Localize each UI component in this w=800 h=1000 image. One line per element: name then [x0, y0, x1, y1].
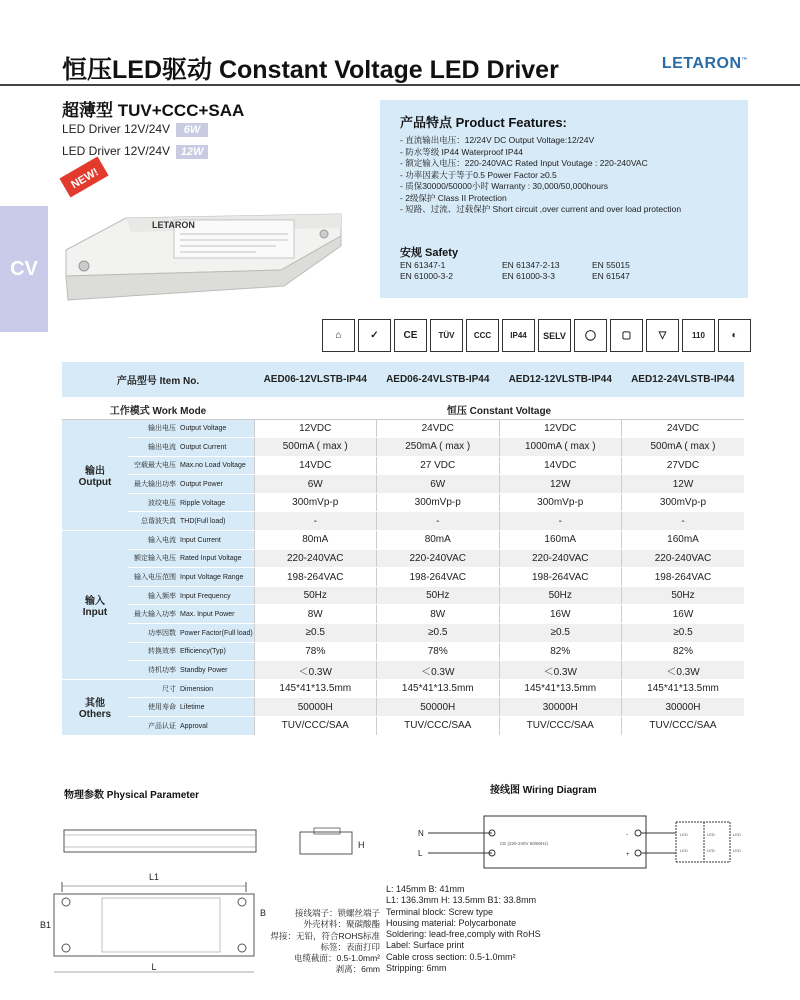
table-cell: 145*41*13.5mm [254, 679, 377, 698]
feature-item: - 直流输出电压：12/24V DC Output Voltage:12/24V [400, 135, 595, 145]
table-cell: 145*41*13.5mm [377, 679, 500, 698]
row-label-cn: 波纹电压 [148, 499, 176, 507]
temperature-icon: 110 [682, 319, 715, 352]
group-label-cn: 输入 [85, 595, 105, 607]
table-row [62, 642, 744, 661]
wiring-diagram [414, 812, 750, 874]
table-row [62, 586, 744, 605]
variant-label: LED Driver 12V/24V [62, 144, 171, 158]
safety-standard: EN 61347-1 [400, 259, 446, 270]
device-brand-label: LETARON [152, 220, 195, 230]
safety-standard: EN 61547 [592, 270, 630, 281]
row-label [128, 624, 254, 643]
feature-item: - 2级保护 Class II Protection [400, 192, 507, 203]
safety-standards [400, 260, 728, 282]
table-cell: 220-240VAC [377, 549, 500, 568]
table-cell: ＜0.3W [622, 661, 745, 680]
dim-l-label: L [151, 962, 157, 972]
page-title: 恒压LED驱动 Constant Voltage LED Driver [62, 56, 559, 84]
safety-standard: EN 61000-3-3 [502, 270, 555, 281]
model-header: AED12-12VLSTB-IP44 [499, 362, 622, 399]
spec-line-cn: 剥离：6mm [335, 964, 380, 975]
table-cell: ＜0.3W [254, 661, 377, 680]
wattage-tag: 12W [176, 145, 208, 159]
row-label-cn: 输入电压范围 [134, 574, 176, 582]
safety-title: 安规 Safety [400, 246, 459, 259]
spec-line: Cable cross section: 0.5-1.0mm² [386, 951, 516, 962]
table-cell: 198-264VAC [622, 568, 745, 587]
table-row [62, 717, 744, 736]
table-row [62, 531, 744, 550]
spec-line-cn: 外壳材料：聚碳酸酯 [303, 919, 380, 930]
category-side-tab: CV [0, 206, 48, 332]
new-badge [59, 156, 108, 197]
table-cell: ≥0.5 [499, 624, 622, 643]
row-label-en: Max.no Load Voltage [180, 462, 246, 470]
furniture-mount-icon: ▽ [646, 319, 679, 352]
physical-title: 物理参数 Physical Parameter [64, 790, 200, 801]
row-label-en: Efficiency(Typ) [180, 648, 226, 656]
row-label-cn: 产品认证 [148, 722, 176, 730]
spec-line: Terminal block: Screw type [386, 906, 494, 917]
row-label-cn: 总谐波失真 [141, 518, 176, 526]
table-cell: TUV/CCC/SAA [622, 717, 745, 736]
table-cell: 30000H [622, 698, 745, 717]
features-panel [380, 100, 748, 298]
table-row [62, 698, 744, 717]
table-header-row [62, 362, 744, 399]
row-label [128, 717, 254, 736]
row-label-en: Ripple Voltage [180, 499, 226, 507]
table-cell: 78% [377, 642, 500, 661]
table-cell: 300mVp-p [254, 493, 377, 512]
row-label [128, 512, 254, 531]
table-row [62, 438, 744, 457]
spec-line: Housing material: Polycarbonate [386, 917, 517, 928]
table-cell: 16W [622, 605, 745, 624]
work-mode-value: 恒压 Constant Voltage [254, 399, 744, 419]
product-subtitle: 超薄型 TUV+CCC+SAA [62, 101, 245, 120]
selv-icon: SELV [538, 319, 571, 352]
table-cell: 27 VDC [377, 456, 500, 475]
row-label-en: Output Current [180, 443, 227, 451]
table-cell: 145*41*13.5mm [622, 679, 745, 698]
safety-transformer-icon: ◯ [574, 319, 607, 352]
dim-b1-label: B1 [40, 920, 52, 930]
row-label-cn: 输出电流 [148, 443, 176, 451]
row-label-cn: 额定输入电压 [134, 555, 176, 563]
spec-line-cn: 接线端子：锁螺丝端子 [294, 908, 380, 918]
tuv-icon: TÜV [430, 319, 463, 352]
safety-standard: EN 55015 [592, 259, 630, 270]
table-row [62, 512, 744, 531]
table-cell: 24VDC [377, 419, 500, 438]
feature-item: - 额定输入电压：220-240VAC Rated Input Voutage : 220-240VAC [400, 158, 648, 168]
table-cell: 16W [499, 605, 622, 624]
row-label-cn: 空载最大电压 [134, 462, 176, 470]
wattage-tag: 6W [176, 123, 208, 137]
table-cell: 50Hz [377, 586, 500, 605]
row-label-en: Input Voltage Range [180, 574, 244, 582]
row-label-cn: 尺寸 [162, 685, 176, 693]
table-cell: 12W [499, 475, 622, 494]
table-row [62, 475, 744, 494]
row-label-en: Approval [180, 722, 208, 730]
table-cell: TUV/CCC/SAA [377, 717, 500, 736]
spec-line-cn: 焊接：无铅，符合ROHS标准 [270, 930, 380, 941]
minus-label: + [626, 852, 630, 858]
wiring-title: 接线图 Wiring Diagram [490, 785, 597, 796]
table-cell: - [622, 512, 745, 531]
row-label-en: Dimension [180, 685, 214, 693]
product-image [56, 158, 356, 308]
row-label [128, 549, 254, 568]
table-cell: 220-240VAC [622, 549, 745, 568]
saa-rcm-icon: ✓ [358, 319, 391, 352]
safety-standard: EN 61347-2-13 [502, 259, 560, 270]
group-label [62, 679, 128, 735]
table-cell: TUV/CCC/SAA [499, 717, 622, 736]
row-label-cn: 输入频率 [148, 592, 176, 600]
item-no-header: 产品型号 Item No. [62, 362, 254, 399]
row-label [128, 661, 254, 680]
table-cell: 145*41*13.5mm [499, 679, 622, 698]
table-cell: 27VDC [622, 456, 745, 475]
row-label-cn: 输入电流 [148, 536, 176, 544]
table-row [62, 493, 744, 512]
spec-table [62, 362, 744, 736]
table-cell: 160mA [499, 531, 622, 550]
table-cell: 24VDC [622, 419, 745, 438]
row-label [128, 642, 254, 661]
feature-item: - 防水等级 IP44 Waterproof IP44 [400, 146, 523, 157]
table-cell: 220-240VAC [499, 549, 622, 568]
svg-text:NEW!: NEW! [69, 166, 101, 192]
table-cell: 300mVp-p [499, 493, 622, 512]
model-header: AED06-24VLSTB-IP44 [377, 362, 500, 399]
table-row [62, 456, 744, 475]
led-label: LED [733, 832, 741, 837]
table-cell: - [377, 512, 500, 531]
indoor-house-icon: ⌂ [322, 319, 355, 352]
spec-line: Soldering: lead-free,comply with RoHS [386, 929, 541, 940]
row-label-en: Max. Input Power [180, 611, 235, 619]
row-label-en: THD(Full load) [180, 518, 226, 526]
table-cell: - [499, 512, 622, 531]
certification-icons [322, 319, 751, 352]
dim-l1-label: L1 [148, 872, 160, 882]
table-cell: 250mA ( max ) [377, 438, 500, 457]
spec-line: L: 145mm B: 41mm [386, 884, 465, 894]
table-cell: - [254, 512, 377, 531]
table-cell: 198-264VAC [499, 568, 622, 587]
led-label: LED [707, 848, 715, 853]
table-cell: 50000H [254, 698, 377, 717]
table-cell: 50Hz [254, 586, 377, 605]
variant-6w [62, 122, 208, 137]
table-row [62, 605, 744, 624]
dim-h-label: H [358, 840, 365, 850]
brand-logo: LETARON™ [661, 55, 748, 72]
table-cell: 198-264VAC [254, 568, 377, 587]
table-cell: 8W [377, 605, 500, 624]
table-cell: ＜0.3W [377, 661, 500, 680]
row-label-en: Input Current [180, 536, 221, 544]
ccc-icon: CCC [466, 319, 499, 352]
table-row [62, 568, 744, 587]
row-label-cn: 功率因数 [148, 629, 176, 637]
table-row [62, 549, 744, 568]
row-label [128, 586, 254, 605]
row-label-en: Output Power [180, 481, 223, 489]
row-label [128, 568, 254, 587]
row-label [128, 531, 254, 550]
table-row [62, 661, 744, 680]
spec-line: Label: Surface print [386, 940, 465, 951]
work-mode-row [62, 399, 744, 419]
table-cell: 6W [377, 475, 500, 494]
group-label-cn: 其他 [85, 698, 105, 710]
side-view-drawing [296, 826, 376, 866]
table-row [62, 624, 744, 643]
row-label-cn: 使用寿命 [148, 704, 176, 712]
table-cell: ＜0.3W [499, 661, 622, 680]
table-cell: ≥0.5 [254, 624, 377, 643]
table-cell: 1000mA ( max ) [499, 438, 622, 457]
class-ii-icon: ▢ [610, 319, 643, 352]
row-label-cn: 待机功率 [148, 667, 176, 675]
row-label-en: Standby Power [180, 667, 228, 675]
table-cell: 198-264VAC [377, 568, 500, 587]
features-title: 产品特点 Product Features: [400, 115, 567, 130]
table-body [62, 419, 744, 735]
safety-standard: EN 61000-3-2 [400, 270, 453, 281]
row-label [128, 475, 254, 494]
table-cell: 6W [254, 475, 377, 494]
row-label [128, 438, 254, 457]
row-label [128, 679, 254, 698]
model-header: AED06-12VLSTB-IP44 [254, 362, 377, 399]
row-label-en: Output Voltage [180, 425, 227, 433]
ce-rating-text: CE (220-240V 50/60Hz) [500, 841, 549, 846]
table-cell: ≥0.5 [622, 624, 745, 643]
features-list [400, 135, 728, 216]
spec-line-cn: 电缆截面：0.5-1.0mm² [294, 953, 380, 964]
table-cell: ≥0.5 [377, 624, 500, 643]
table-cell: 500mA ( max ) [254, 438, 377, 457]
table-cell: 82% [622, 642, 745, 661]
row-label-en: Input Frequency [180, 592, 231, 600]
group-label-en: Output [78, 476, 112, 488]
work-mode-label: 工作模式 Work Mode [62, 399, 254, 419]
plus-label: - [626, 832, 628, 838]
row-label [128, 456, 254, 475]
led-label: LED [680, 832, 688, 837]
table-cell: 12VDC [499, 419, 622, 438]
row-label-cn: 最大输出功率 [134, 481, 176, 489]
led-label: LED [707, 832, 715, 837]
table-cell: 300mVp-p [377, 493, 500, 512]
row-label-cn: 最大输入功率 [134, 611, 176, 619]
row-label-en: Power Factor(Full load) [180, 629, 253, 637]
table-cell: 78% [254, 642, 377, 661]
led-label: LED [680, 848, 688, 853]
row-label-en: Lifetime [180, 704, 205, 712]
ce-mark-icon: CE [394, 319, 427, 352]
table-cell: 80mA [377, 531, 500, 550]
feature-item: - 质保30000/50000小时 Warranty : 30,000/50,000hours [400, 181, 609, 191]
header-divider [0, 84, 800, 86]
spec-line: L1: 136.3mm H: 13.5mm B1: 33.8mm [386, 895, 537, 906]
table-cell: 50Hz [499, 586, 622, 605]
feature-item: - 短路、过流、过载保护 Short circuit ,over current and over load protection [400, 204, 682, 214]
independent-icon: ◐ [718, 319, 751, 352]
table-cell: 50Hz [622, 586, 745, 605]
table-row [62, 419, 744, 438]
group-label-en: Others [78, 709, 112, 721]
physical-specs-cn [240, 908, 380, 976]
live-label: L [418, 849, 423, 858]
physical-specs-en [386, 884, 541, 974]
table-cell: 82% [499, 642, 622, 661]
group-label [62, 419, 128, 531]
neutral-label: N [418, 829, 424, 838]
variant-12w [62, 144, 208, 159]
table-cell: TUV/CCC/SAA [254, 717, 377, 736]
row-label [128, 419, 254, 438]
group-label-cn: 输出 [85, 465, 105, 477]
row-label [128, 605, 254, 624]
table-cell: 220-240VAC [254, 549, 377, 568]
row-label [128, 698, 254, 717]
table-cell: 300mVp-p [622, 493, 745, 512]
spec-line-cn: 标签：表面打印 [320, 941, 380, 952]
table-cell: 80mA [254, 531, 377, 550]
row-label-cn: 输出电压 [148, 425, 176, 433]
model-header: AED12-24VLSTB-IP44 [622, 362, 745, 399]
ip44-icon: IP44 [502, 319, 535, 352]
table-cell: 12VDC [254, 419, 377, 438]
variant-label: LED Driver 12V/24V [62, 122, 171, 136]
led-label: LED [733, 848, 741, 853]
group-label-en: Input [82, 606, 108, 618]
spec-line: Stripping: 6mm [386, 963, 447, 974]
table-cell: 30000H [499, 698, 622, 717]
feature-item: - 功率因素大于等于0.5 Power Factor ≥0.5 [400, 169, 557, 180]
table-cell: 8W [254, 605, 377, 624]
table-cell: 14VDC [254, 456, 377, 475]
table-cell: 14VDC [499, 456, 622, 475]
table-cell: 50000H [377, 698, 500, 717]
table-row [62, 679, 744, 698]
table-cell: 12W [622, 475, 745, 494]
row-label [128, 493, 254, 512]
row-label-en: Rated Input Voltage [180, 555, 242, 563]
group-label [62, 531, 128, 680]
row-label-cn: 转换效率 [148, 648, 176, 656]
table-cell: 160mA [622, 531, 745, 550]
dim-b-label: B [260, 908, 267, 918]
table-cell: 500mA ( max ) [622, 438, 745, 457]
